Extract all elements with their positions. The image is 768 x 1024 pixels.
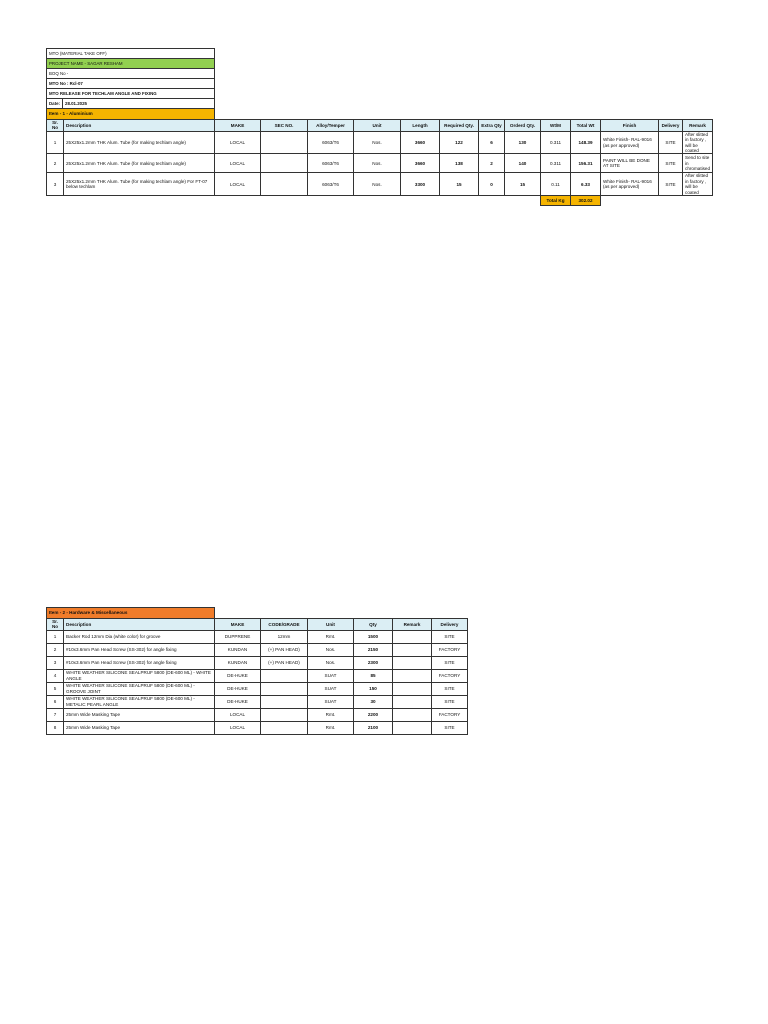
cell-extra: 2 [479,154,505,173]
cell-make: LOCAL [215,721,261,734]
cell-description: #10x3.6mm Pan Head Screw (SS-302) for angle fixing [64,656,215,669]
cell-qty: 1500 [354,630,393,643]
col-make: MAKE [215,120,261,132]
cell-qty: 85 [354,669,393,682]
header-row-release [47,89,215,99]
cell-make: DUPPRENE [215,630,261,643]
table-row [47,669,468,682]
col-alloy: Alloy/Temper [308,120,354,132]
cell-sr: 5 [47,682,64,695]
cell-qty: 2150 [354,643,393,656]
hardware-title-row [47,608,468,619]
cell-alloy: 6063/T6 [308,173,354,196]
cell-qty: 150 [354,682,393,695]
cell-finish: PAINT WILL BE DONE AT SITE [601,154,659,173]
col-required: Required Qty. [440,120,479,132]
cell-wtm: 0.11 [541,173,571,196]
col-remark: Remark [683,120,713,132]
cell-remark [393,695,432,708]
cell-sr: 8 [47,721,64,734]
cell-make: KUNDAN [215,656,261,669]
cell-sr: 4 [47,669,64,682]
cell-sr: 3 [47,173,64,196]
col-length: Length [401,120,440,132]
cell-make: LOCAL [215,131,261,154]
col-delivery: Delivery [659,120,683,132]
table-row [47,643,468,656]
cell-length: 3660 [401,131,440,154]
cell-wtm: 0.311 [541,154,571,173]
cell-remark [393,721,432,734]
col-unit: Unit [354,120,401,132]
cell-finish: White Finish- RAL-9016 (as per approved) [601,173,659,196]
aluminium-total-row [47,196,713,206]
header-row-mto [47,49,215,59]
cell-code [261,721,308,734]
table-row [47,131,713,154]
cell-qty: 30 [354,695,393,708]
cell-remark [393,643,432,656]
table-row [47,630,468,643]
header-row-date [47,99,215,109]
hardware-body [47,630,468,734]
header-mto-label: MTO (MATERIAL TAKE OFF) [47,49,215,59]
cell-description: #10x3.6mm Pan Head Screw (SS-302) for angle fixing [64,643,215,656]
cell-remark [393,682,432,695]
cell-remark: Send to site in chromatised [683,154,713,173]
col-sr: Sr. No [47,120,64,132]
cell-make: LOCAL [215,173,261,196]
cell-unit: SUAT [308,669,354,682]
cell-alloy: 6063/T6 [308,131,354,154]
cell-delivery: SITE [432,630,468,643]
aluminium-table [46,108,713,206]
cell-make: LOCAL [215,708,261,721]
header-date-value: 28.01.2025 [63,99,215,109]
cell-code: 12mm [261,630,308,643]
hw-col-sr: Sr. No [47,619,64,631]
header-mtono-value: Rcl-07 [69,80,83,86]
header-row-project [47,59,215,69]
cell-delivery: SITE [432,656,468,669]
cell-ordered: 15 [505,173,541,196]
col-total: Total Wt [571,120,601,132]
col-wtm: Wt/M [541,120,571,132]
cell-description: Backer Rod 12mm Dia (white color) for groove [64,630,215,643]
col-sec: SEC NO. [261,120,308,132]
cell-delivery: FACTORY [432,669,468,682]
hw-col-make: MAKE [215,619,261,631]
cell-description: 25X25x1.2mm THK Alum. Tube (for making techlam angle) [64,131,215,154]
hw-col-description: Description [64,619,215,631]
cell-code: (+) PAN HEAD) [261,656,308,669]
cell-description: WHITE WEATHER SILICONE SEALPRUF 5800 (DE-600 ML) - METALIC PEARL ANGLE [64,695,215,708]
cell-extra: 6 [479,131,505,154]
cell-unit: Rmt. [308,721,354,734]
total-kg-value: 302.02 [571,196,601,206]
hw-col-unit: Unit [308,619,354,631]
cell-alloy: 6063/T6 [308,154,354,173]
cell-unit: Nos. [354,131,401,154]
cell-description: WHITE WEATHER SILICONE SEALPRUF 5800 (DE-600 ML) - GROOVE JOINT [64,682,215,695]
cell-unit: Nos. [308,656,354,669]
hw-col-code: CODE/GRADE [261,619,308,631]
table-row [47,173,713,196]
table-row [47,154,713,173]
header-date-label: Date: [47,99,63,109]
cell-qty: 2300 [354,656,393,669]
cell-sec [261,154,308,173]
cell-remark [393,669,432,682]
cell-sr: 3 [47,656,64,669]
aluminium-header-row [47,120,713,132]
cell-unit: Nos. [354,154,401,173]
table-row [47,656,468,669]
cell-ordered: 140 [505,154,541,173]
cell-code [261,682,308,695]
cell-remark: After slitted in factory , will be coated [683,131,713,154]
cell-description: 25X25x1.2mm THK Alum. Tube (for making techlam angle) [64,154,215,173]
cell-sr: 2 [47,643,64,656]
cell-sec [261,173,308,196]
cell-code [261,669,308,682]
hw-col-qty: Qty [354,619,393,631]
col-description: Description [64,120,215,132]
cell-extra: 0 [479,173,505,196]
cell-unit: Nos. [354,173,401,196]
cell-wtm: 0.311 [541,131,571,154]
cell-code [261,695,308,708]
cell-delivery: SITE [432,721,468,734]
cell-make: DE-HUKE [215,669,261,682]
cell-delivery: FACTORY [432,708,468,721]
col-finish: Finish [601,120,659,132]
cell-description: 25X25x1.2mm THK Alum. Tube (for making techlam angle) For FT-07 below techlam [64,173,215,196]
cell-code [261,708,308,721]
cell-qty: 2200 [354,708,393,721]
cell-remark [393,708,432,721]
cell-finish: White Finish- RAL-9016 (as per approved) [601,131,659,154]
cell-sr: 1 [47,131,64,154]
cell-make: DE-HUKE [215,682,261,695]
cell-code: (+) PAN HEAD) [261,643,308,656]
cell-make: DE-HUKE [215,695,261,708]
cell-sr: 6 [47,695,64,708]
cell-total: 6.33 [571,173,601,196]
hardware-table [46,607,468,735]
hardware-header-row [47,619,468,631]
header-mtono-label: MTO No : [49,80,69,86]
header-info-table [46,48,215,109]
cell-delivery: SITE [659,173,683,196]
cell-remark [393,656,432,669]
cell-make: LOCAL [215,154,261,173]
cell-description: WHITE WEATHER SILICONE SEALPRUF 5800 (DE-600 ML) - WHITE ANGLE [64,669,215,682]
cell-length: 3300 [401,173,440,196]
cell-unit: SUAT [308,682,354,695]
cell-delivery: SITE [432,695,468,708]
cell-total: 156.31 [571,154,601,173]
cell-make: KUNDAN [215,643,261,656]
cell-required: 122 [440,131,479,154]
col-ordered: Orderd Qty. [505,120,541,132]
header-row-mto-no [47,79,215,89]
aluminium-title: Item - 1 - Aluminium [47,109,215,120]
cell-delivery: SITE [432,682,468,695]
hw-col-delivery: Delivery [432,619,468,631]
cell-remark [393,630,432,643]
table-row [47,721,468,734]
cell-length: 3660 [401,154,440,173]
cell-delivery: FACTORY [432,643,468,656]
cell-required: 138 [440,154,479,173]
hw-col-remark: Remark [393,619,432,631]
cell-unit: Nos. [308,643,354,656]
table-row [47,708,468,721]
header-project-label: PROJECT NAME - SAGAR RESHAM [47,59,215,69]
header-boq-label: BOQ No - [47,69,215,79]
cell-description: 25mm Wide Masking Tape [64,721,215,734]
cell-unit: SUAT [308,695,354,708]
cell-sr: 7 [47,708,64,721]
cell-unit: Rmt. [308,630,354,643]
cell-required: 15 [440,173,479,196]
cell-sec [261,131,308,154]
cell-sr: 2 [47,154,64,173]
total-kg-label: Total Kg [541,196,571,206]
cell-delivery: SITE [659,154,683,173]
table-row [47,695,468,708]
table-row [47,682,468,695]
cell-qty: 2100 [354,721,393,734]
cell-delivery: SITE [659,131,683,154]
hardware-title: Item - 2 - Hardware & Miscellaneous [47,608,215,619]
cell-remark: After slitted in factory , will be coated [683,173,713,196]
cell-total: 148.39 [571,131,601,154]
cell-description: 25mm Wide Masking Tape [64,708,215,721]
col-extra: Extra Qty [479,120,505,132]
cell-ordered: 130 [505,131,541,154]
header-release-label: MTO RELEASE FOR TECHLAM ANGLE AND FIXING [47,89,215,99]
cell-sr: 1 [47,630,64,643]
cell-unit: Rmt. [308,708,354,721]
aluminium-title-row [47,109,713,120]
header-row-boq [47,69,215,79]
